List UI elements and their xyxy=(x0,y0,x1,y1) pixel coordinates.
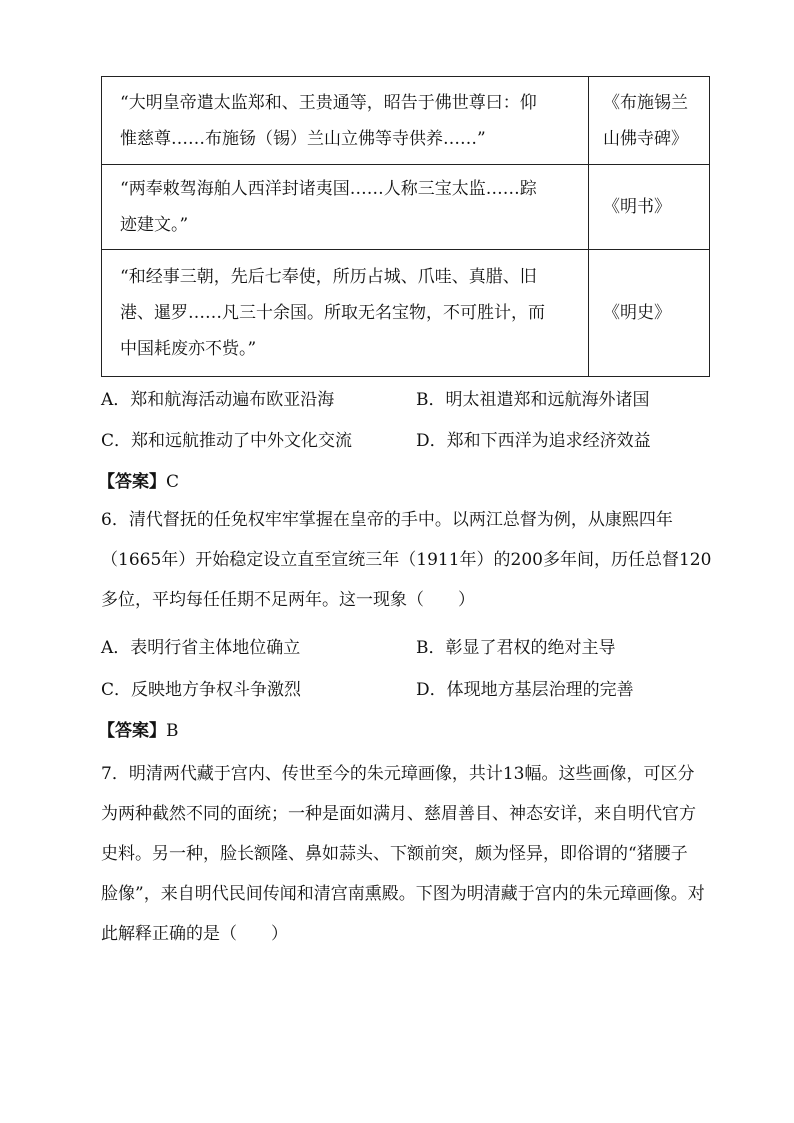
q7-line: 7．明清两代藏于宫内、传世至今的朱元璋画像，共计13幅。这些画像，可区分 xyxy=(101,764,695,784)
table-quote-cell: “和经事三朝，先后七奉使，所历占城、爪哇、真腊、旧 港、暹罗……凡三十余国。所取无名宝物，不可胜计，而 中国耗废亦不赀。” xyxy=(102,250,589,377)
table-row xyxy=(102,250,710,377)
q6-option-b[interactable]: B．彰显了君权的绝对主导 xyxy=(416,638,616,658)
q7-line: 此解释正确的是（ ） xyxy=(101,924,288,944)
q6-line: 多位，平均每任任期不足两年。这一现象（ ） xyxy=(101,590,475,610)
q5-option-c[interactable]: C．郑和远航推动了中外文化交流 xyxy=(101,431,353,451)
q6-line: （1665年）开始稳定设立直至宣统三年（1911年）的200多年间，历任总督120 xyxy=(101,550,712,570)
q7-line: 为两种截然不同的面统；一种是面如满月、慈眉善目、神态安详，来自明代官方 xyxy=(101,804,696,824)
q6-answer xyxy=(98,715,179,747)
q6-option-c[interactable]: C．反映地方争权斗争激烈 xyxy=(101,680,302,700)
table-quote-cell: “两奉敕驾海舶人西洋封诸夷国……人称三宝太监……踪 迹建文。” xyxy=(102,165,589,250)
q6-options-row-2 xyxy=(101,674,721,706)
q6-options-row-1 xyxy=(101,632,721,664)
table-row xyxy=(102,77,710,165)
table-row xyxy=(102,165,710,250)
answer-value: C xyxy=(166,472,180,492)
answer-label: 【答案】 xyxy=(98,472,166,492)
answer-value: B xyxy=(166,721,179,741)
q5-answer xyxy=(98,466,179,498)
table-quote-cell: “大明皇帝遣太监郑和、王贵通等，昭告于佛世尊曰：仰 惟慈尊……布施钖（锡）兰山立佛等寺供养……” xyxy=(102,77,589,165)
q5-option-b[interactable]: B．明太祖遣郑和远航海外诸国 xyxy=(416,390,650,410)
q7-line: 史料。另一种，脸长额隆、鼻如蒜头、下额前突，颇为怪异，即俗谓的“猪腰子 xyxy=(101,844,688,864)
table-source-cell: 《布施锡兰 山佛寺碑》 xyxy=(589,77,710,165)
table-source-cell: 《明史》 xyxy=(589,250,710,377)
q7-stem xyxy=(101,754,741,954)
q6-option-d[interactable]: D．体现地方基层治理的完善 xyxy=(416,680,634,700)
q5-options-row-1 xyxy=(101,384,721,416)
source-table xyxy=(101,76,710,377)
q5-options-row-2 xyxy=(101,425,721,457)
q7-line: 脸像”，来自明代民间传闻和清宫南熏殿。下图为明清藏于宫内的朱元璋画像。对 xyxy=(101,884,705,904)
q5-option-d[interactable]: D．郑和下西洋为追求经济效益 xyxy=(416,431,651,451)
q6-line: 6．清代督抚的任免权牢牢掌握在皇帝的手中。以两江总督为例，从康熙四年 xyxy=(101,510,673,530)
q6-stem xyxy=(101,500,741,620)
answer-label: 【答案】 xyxy=(98,721,166,741)
q5-option-a[interactable]: A．郑和航海活动遍布欧亚沿海 xyxy=(101,390,335,410)
table-source-cell: 《明书》 xyxy=(589,165,710,250)
q6-option-a[interactable]: A．表明行省主体地位确立 xyxy=(101,638,301,658)
